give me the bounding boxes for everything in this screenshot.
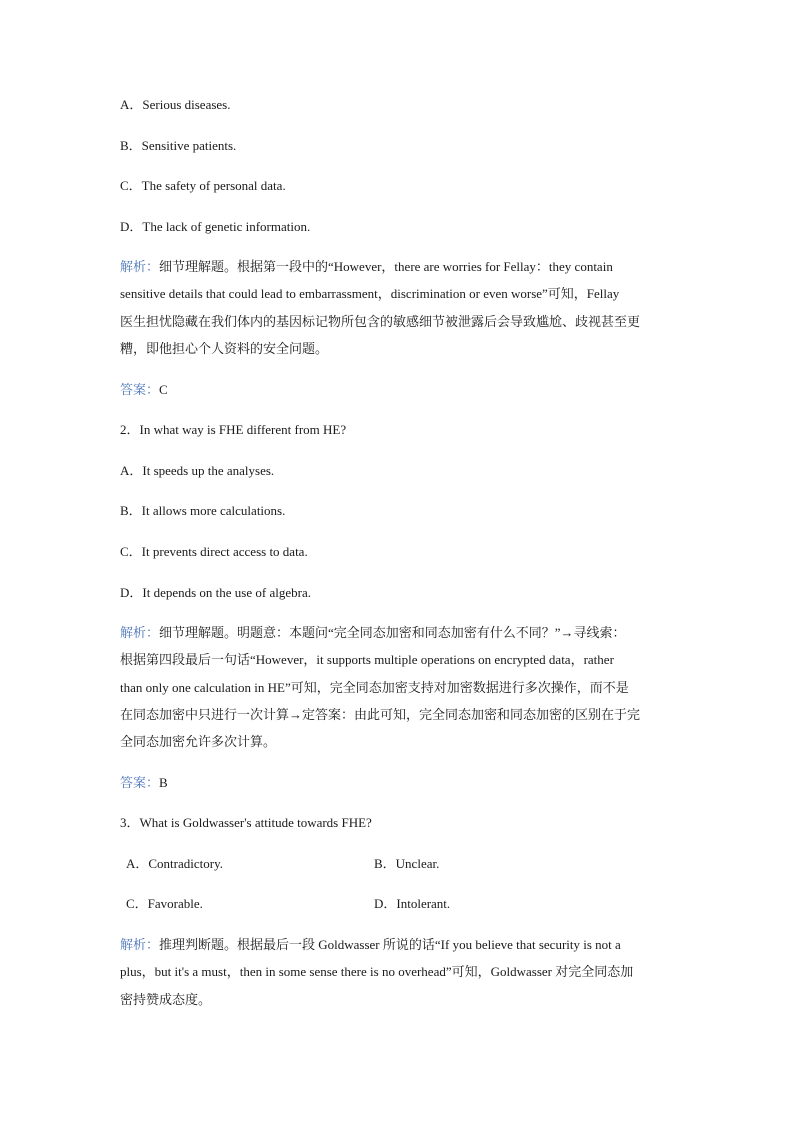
- analysis-label: 解析：: [120, 625, 160, 640]
- answer-value: B: [159, 775, 168, 790]
- analysis-line: 全同态加密允许多次计算。: [120, 734, 277, 750]
- q2-question: 2．In what way is FHE different from HE?: [120, 422, 347, 437]
- q3-option-b: B．Unclear.: [374, 856, 440, 871]
- q2-option-d: D．It depends on the use of algebra.: [120, 585, 311, 600]
- q3-option-a: A．Contradictory.: [126, 856, 223, 871]
- answer-label: 答案：: [120, 382, 160, 397]
- analysis-line: 密持赞成态度。: [120, 991, 212, 1007]
- q2-answer: [120, 774, 168, 792]
- analysis-label: 解析：: [120, 937, 160, 952]
- q1-option-c: C．The safety of personal data.: [120, 178, 286, 193]
- q2-analysis: [120, 619, 680, 755]
- q1-analysis: [120, 253, 680, 362]
- q3-option-c: C．Favorable.: [126, 896, 203, 911]
- analysis-line: 在同态加密中只进行一次计算→定答案：由此可知，完全同态加密和同态加密的区别在于完: [120, 706, 641, 722]
- analysis-line: 根据第四段最后一句话“However，it supports multiple operations on encrypted data，rather: [120, 652, 614, 668]
- q3-question: 3．What is Goldwasser's attitude towards FHE?: [120, 815, 372, 830]
- q1-option-d: D．The lack of genetic information.: [120, 219, 311, 234]
- analysis-line: 细节理解题。明题意：本题问“完全同态加密和同态加密有什么不同？”→寻线索：: [159, 625, 626, 640]
- analysis-label: 解析：: [120, 259, 160, 274]
- q2-option-c: C．It prevents direct access to data.: [120, 544, 308, 559]
- q1-answer: [120, 381, 168, 399]
- analysis-line: 推理判断题。根据最后一段 Goldwasser 所说的话“If you believe that security is not a: [159, 937, 621, 952]
- q3-analysis: [120, 931, 680, 1013]
- analysis-line: 糟，即他担心个人资料的安全问题。: [120, 340, 329, 356]
- analysis-line: plus，but it's a must，then in some sense there is no overhead”可知，Goldwasser 对完全同态加: [120, 964, 634, 980]
- q1-option-a: A．Serious diseases.: [120, 97, 231, 112]
- analysis-line: sensitive details that could lead to embarrassment，discrimination or even worse”可知，Fellay: [120, 286, 620, 302]
- q2-option-b: B．It allows more calculations.: [120, 503, 286, 518]
- analysis-line: 细节理解题。根据第一段中的“However，there are worries for Fellay：they contain: [159, 259, 613, 274]
- answer-value: C: [159, 382, 168, 397]
- q3-option-d: D．Intolerant.: [374, 896, 451, 911]
- q2-option-a: A．It speeds up the analyses.: [120, 463, 275, 478]
- answer-label: 答案：: [120, 775, 160, 790]
- analysis-line: than only one calculation in HE”可知，完全同态加密支持对加密数据进行多次操作，而不是: [120, 679, 629, 695]
- analysis-line: 医生担忧隐藏在我们体内的基因标记物所包含的敏感细节被泄露后会导致尴尬、歧视甚至更: [120, 313, 641, 329]
- q1-option-b: B．Sensitive patients.: [120, 138, 237, 153]
